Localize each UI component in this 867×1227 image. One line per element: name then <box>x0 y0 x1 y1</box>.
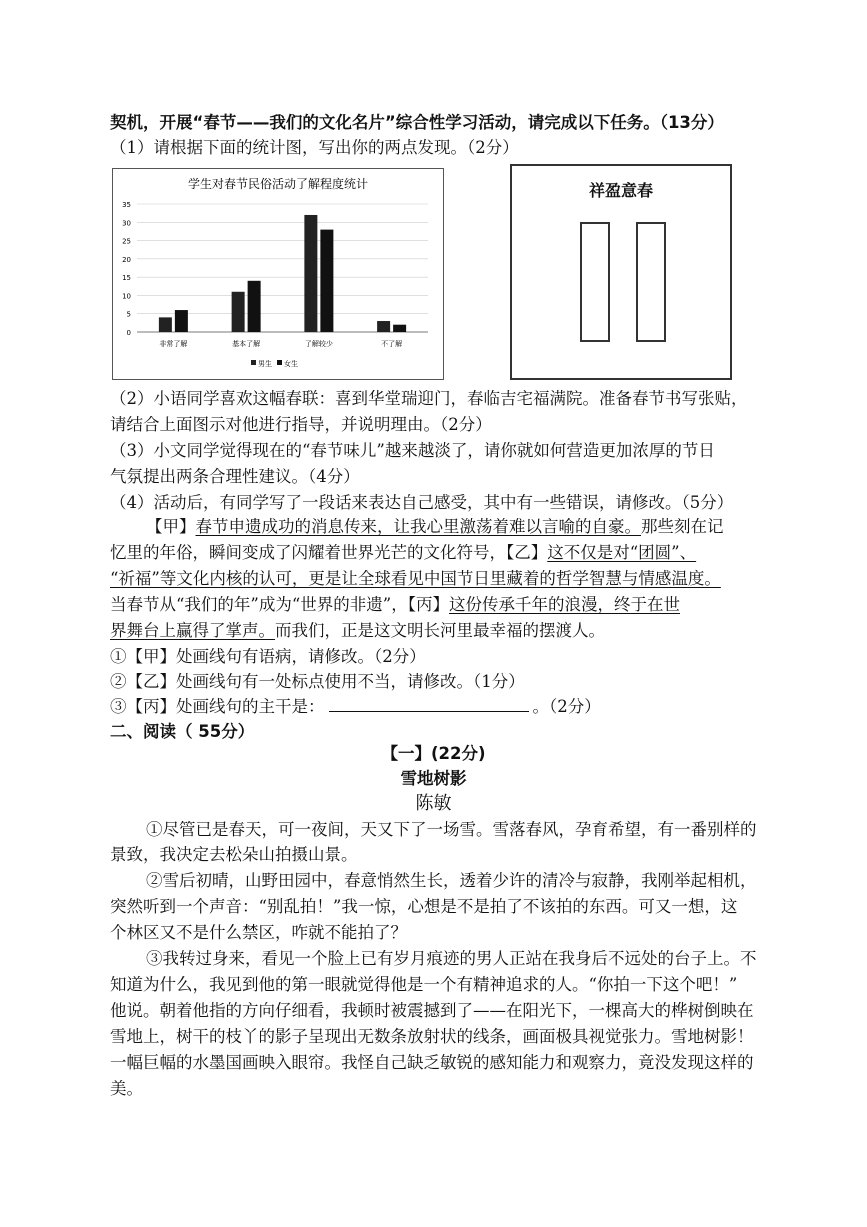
category-label: 不了解 <box>381 340 403 348</box>
essay-para-3d: 雪地上，树干的枝丫的影子呈现出无数条放射状的线条，画面极具视觉张力。雪地树影！ <box>110 1027 754 1046</box>
category-label: 非常了解 <box>159 340 188 348</box>
bar-chart <box>112 168 444 380</box>
passage-line-5 <box>110 619 605 643</box>
question-4: （4）活动后，有同学写了一段话来表达自己感受，其中有一些错误，请修改。（5分） <box>110 493 734 512</box>
question-2b: 请结合上面图示对他进行指导，并说明理由。（2分） <box>110 415 492 434</box>
couplet-title: 祥盈意春 <box>588 181 653 200</box>
y-tick-label: 30 <box>122 219 131 228</box>
underlined-bing: 这份传承千年的浪漫，终于在世 <box>449 595 680 614</box>
bar-girls <box>248 281 261 332</box>
subquestion-3-score: 。（2分） <box>532 697 601 716</box>
y-tick-label: 20 <box>122 255 131 264</box>
tag-bing: 【丙】 <box>407 595 449 614</box>
tag-jia: 【甲】 <box>146 517 196 536</box>
category-label: 了解较少 <box>304 340 333 348</box>
question-3a: （3）小文同学觉得现在的“春节味儿”越来越淡了，请你就如何营造更加浓厚的节日 <box>110 441 715 460</box>
chart-title: 学生对春节民俗活动了解程度统计 <box>187 177 369 191</box>
essay-title: 雪地树影 <box>400 769 467 788</box>
essay-para-2b: 突然听到一个声音：“别乱拍！”我一惊，心想是不是拍了不该拍的东西。可又一想，这 <box>110 897 738 916</box>
section-2-heading: 二、阅读（ 55分） <box>110 722 255 741</box>
subquestion-3-text: ③【丙】处画线句的主干是： <box>110 697 325 716</box>
essay-para-3b: 知道为什么，我见到他的第一眼就觉得他是一个有精神追求的人。“你拍一下这个吧！” <box>110 975 738 994</box>
part-1-heading: 【一】(22分) <box>381 744 486 763</box>
subquestion-3 <box>110 695 601 719</box>
essay-para-2c: 个林区又不是什么禁区，咋就不能拍了？ <box>110 923 407 942</box>
left-scroll <box>580 222 610 342</box>
passage-text: 忆里的年俗，瞬间变成了闪耀着世界光芒的文化符号， <box>110 543 506 562</box>
underlined-yi: 这不仅是对“团圆”、 <box>547 543 697 562</box>
underlined-bing-cont: 界舞台上赢得了掌声。 <box>110 621 275 640</box>
y-tick-label: 15 <box>122 274 131 283</box>
legend-swatch <box>251 360 256 365</box>
passage-text: 当春节从“我们的年”成为“世界的非遗”， <box>110 595 408 614</box>
passage-line-3 <box>110 567 721 591</box>
bar-boys <box>304 215 317 332</box>
tag-yi: 【乙】 <box>506 543 548 562</box>
couplet-diagram <box>510 164 732 380</box>
passage-text: 而我们，正是这文明长河里最幸福的摆渡人。 <box>275 621 605 640</box>
category-label: 基本了解 <box>232 340 261 348</box>
question-3b: 气氛提出两条合理性建议。（4分） <box>110 467 360 486</box>
bar-boys <box>377 321 390 332</box>
passage-line-2 <box>110 541 696 565</box>
y-tick-label: 0 <box>126 329 131 337</box>
legend-label: 女生 <box>284 360 298 368</box>
y-tick-label: 10 <box>122 292 131 301</box>
essay-para-3f: 美。 <box>110 1079 143 1098</box>
essay-author: 陈敏 <box>415 793 452 814</box>
question-1: （1）请根据下面的统计图，写出你的两点发现。（2分） <box>110 138 519 157</box>
passage-line-4 <box>110 593 680 617</box>
chart-svg <box>113 169 443 379</box>
essay-para-1a: ①尽管已是春天，可一夜间，天又下了一场雪。雪落春风，孕育希望，有一番别样的 <box>146 820 757 839</box>
legend-swatch <box>277 360 282 365</box>
bar-boys <box>159 317 172 332</box>
essay-para-3e: 一幅巨幅的水墨国画映入眼帘。我怪自己缺乏敏锐的感知能力和观察力，竟没发现这样的 <box>110 1053 754 1072</box>
essay-para-3a: ③我转过身来，看见一个脸上已有岁月痕迹的男人正站在我身后不远处的台子上。不 <box>146 949 757 968</box>
bar-girls <box>320 230 333 332</box>
bar-boys <box>232 292 245 332</box>
answer-blank[interactable] <box>329 697 529 712</box>
passage-text: 那些刻在记 <box>641 517 724 536</box>
subquestion-1: ①【甲】处画线句有语病，请修改。（2分） <box>110 647 426 666</box>
bar-girls <box>175 310 188 332</box>
subquestion-2: ②【乙】处画线句有一处标点使用不当，请修改。（1分） <box>110 672 525 691</box>
underlined-jia: 春节申遗成功的消息传来，让我心里激荡着难以言喻的自豪。 <box>195 517 641 536</box>
intro-line: 契机，开展“春节——我们的文化名片”综合性学习活动，请完成以下任务。（13分） <box>110 113 724 132</box>
legend-label: 男生 <box>258 360 272 368</box>
underlined-yi-cont: “祈福”等文化内核的认可，更是让全球看见中国节日里藏着的哲学智慧与情感温度。 <box>110 569 721 588</box>
passage-line-1 <box>146 515 724 539</box>
question-2a: （2）小语同学喜欢这幅春联：喜到华堂瑞迎门，春临吉宅福满院。准备春节书写张贴， <box>110 389 748 408</box>
y-tick-label: 5 <box>126 310 131 319</box>
essay-para-1b: 景致，我决定去松朵山拍摄山景。 <box>110 845 358 864</box>
essay-para-3c: 他说。朝着他指的方向仔细看，我顿时被震撼到了——在阳光下，一棵高大的桦树倒映在 <box>110 1001 754 1020</box>
y-tick-label: 25 <box>122 237 131 246</box>
bar-girls <box>393 325 406 332</box>
y-tick-label: 35 <box>122 201 131 209</box>
right-scroll <box>636 222 666 342</box>
essay-para-2a: ②雪后初晴，山野田园中，春意悄然生长，透着少许的清冷与寂静，我刚举起相机， <box>146 871 757 890</box>
